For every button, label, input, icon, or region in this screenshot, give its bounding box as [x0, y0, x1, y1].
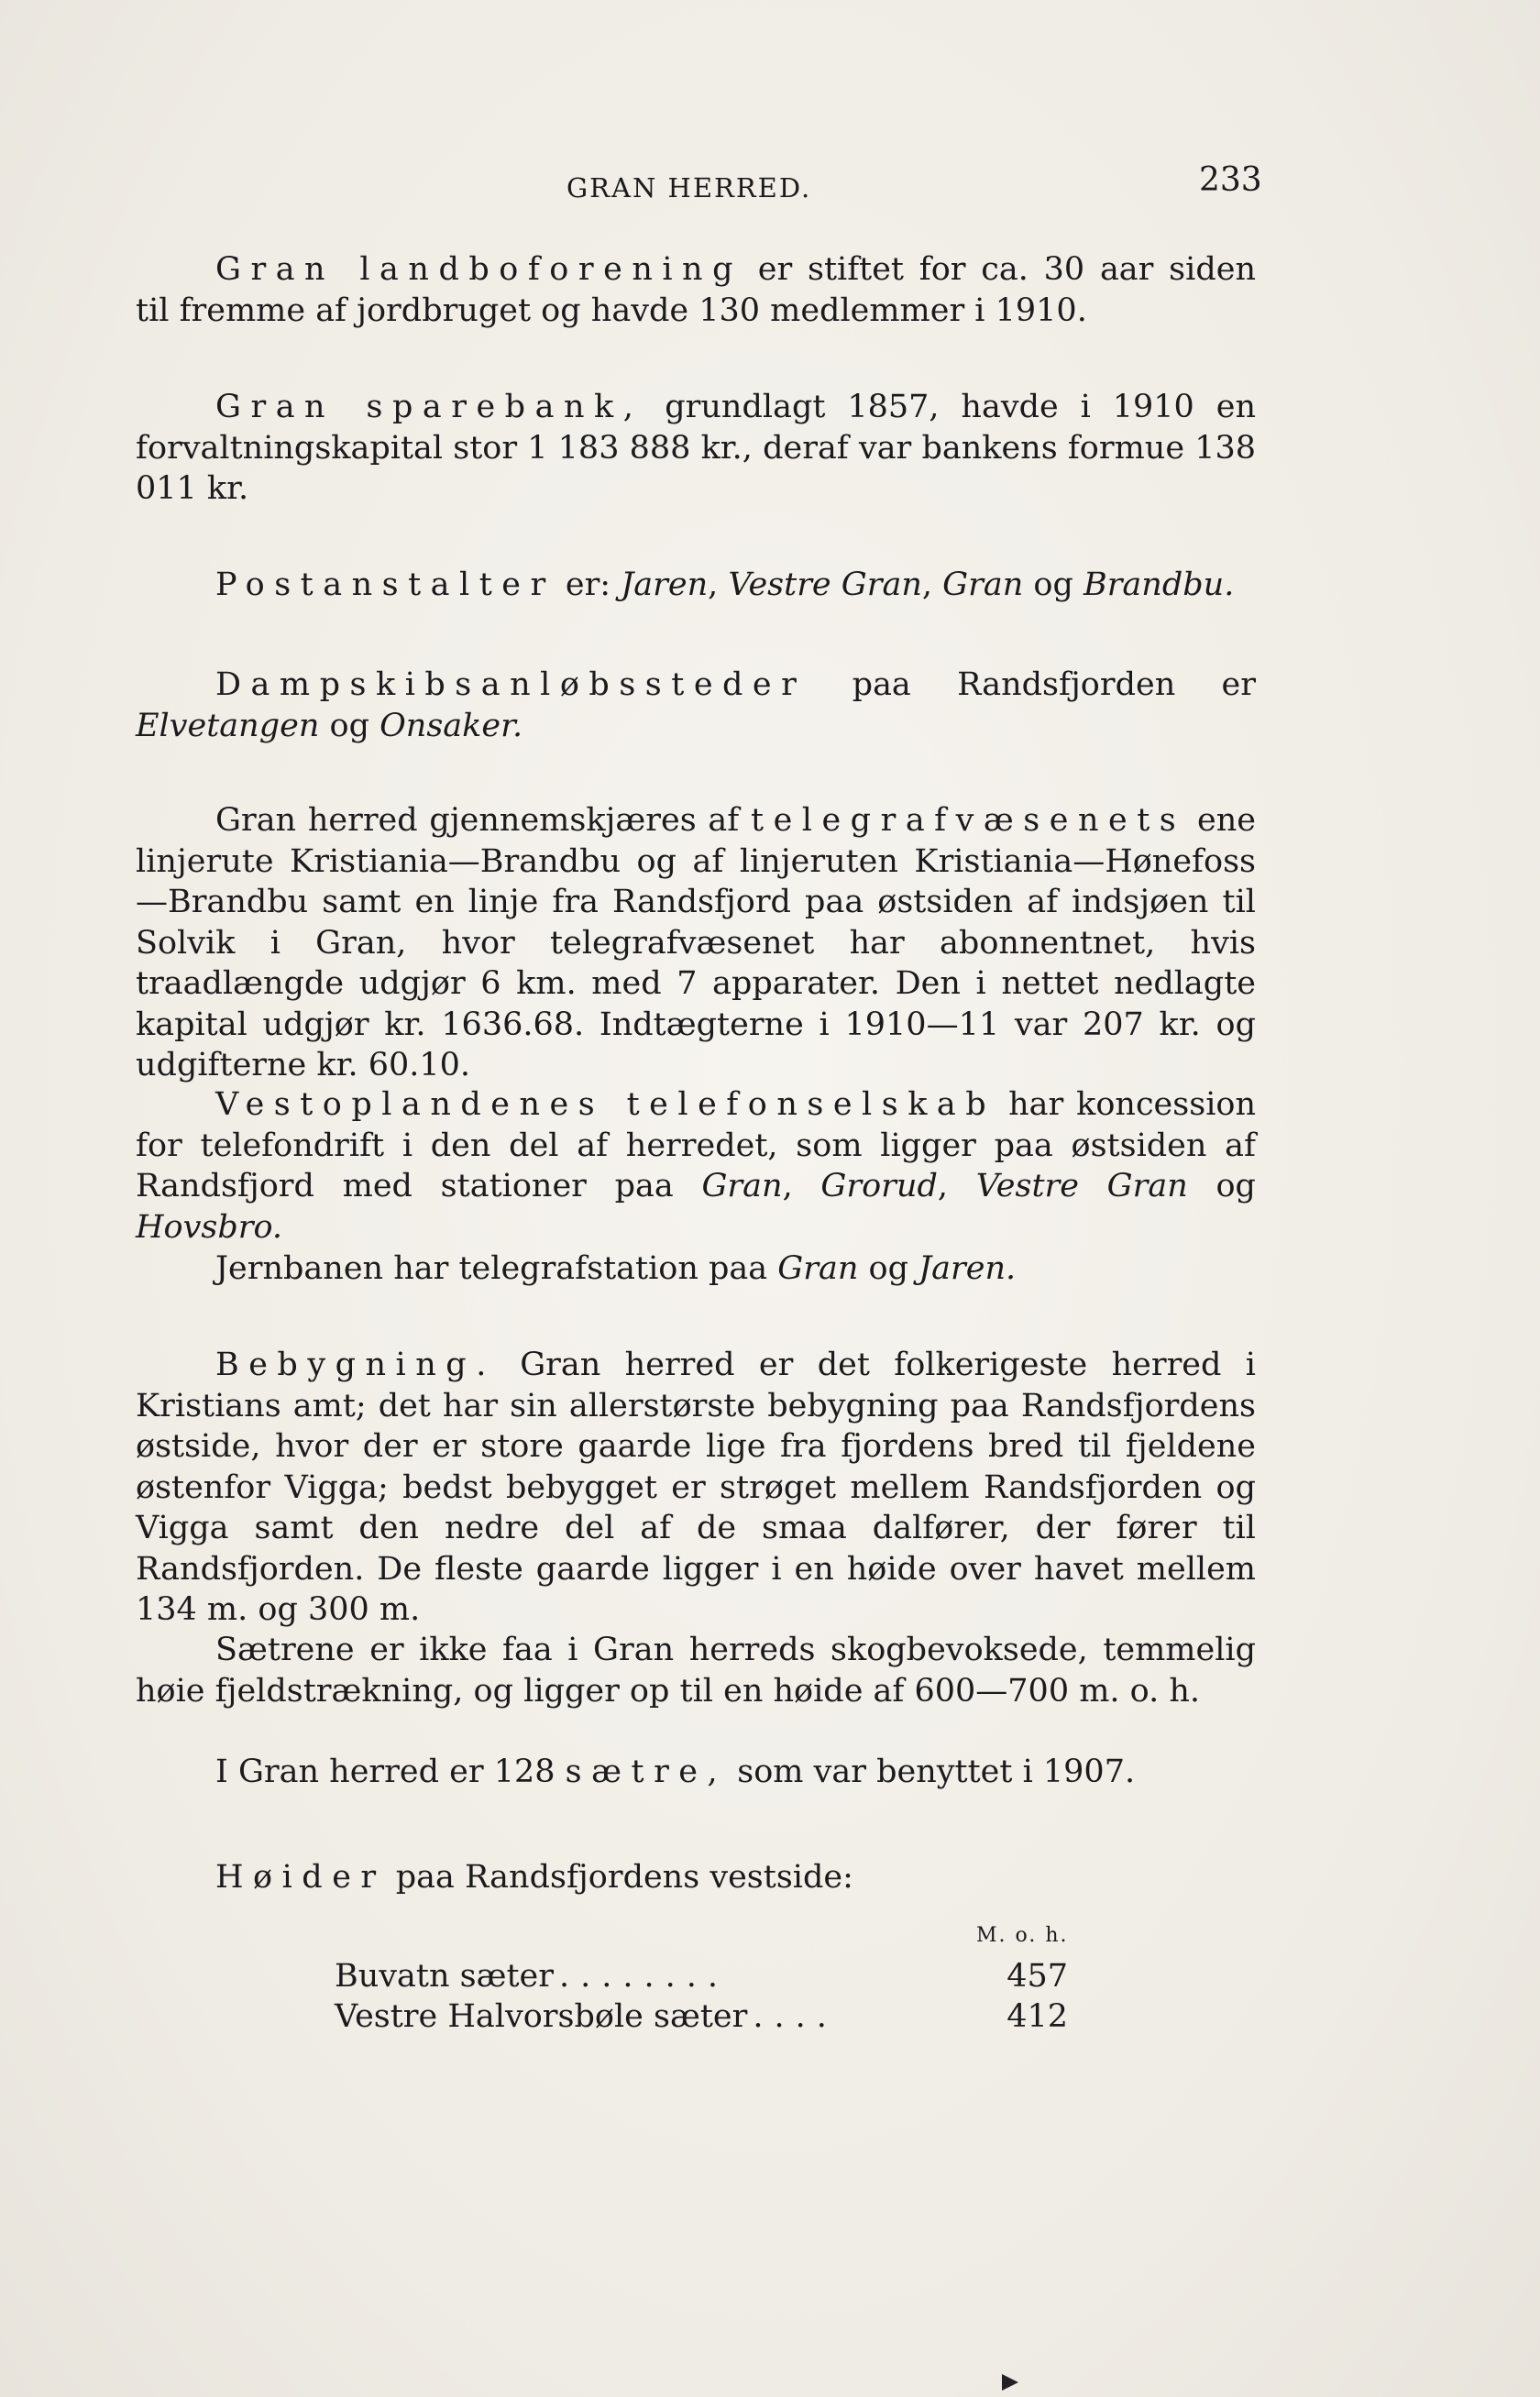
place-name: Grorud — [820, 1168, 938, 1204]
paragraph-telefonselskab: Vestoplandenes telefonselskab har koncession for telefondrift i den del af herredet, som ligger paa østsiden af Randsfjord med stationer paa Gran, Grorud, Vestre Gran og Hovsbro. — [136, 1086, 1256, 1246]
paragraph-jernbanen: Jernbanen har telegrafstation paa Gran og Jaren. — [215, 1250, 1017, 1287]
place-name: Gran — [942, 566, 1024, 603]
paragraph-text: er stiftet for ca. 30 aar siden til fremme af jordbruget og havde 130 medlemmer i 1910. — [136, 251, 1256, 329]
place-name: Vestre Gran — [975, 1168, 1188, 1204]
place-name: Elvetangen — [136, 707, 320, 744]
table-row — [335, 1996, 1068, 2037]
row-value: 412 — [1006, 1998, 1068, 2035]
paragraph-bebygning: Bebygning. Gran herred er det folkerigeste herred i Kristians amt; det har sin allerstørste bebygning paa Randsfjordens østside, hvor der er store gaarde lige fra fjordens bred til fjeldene østenfor Vigga; bedst bebygget er strøget mellem Randsfjorden og Vigga samt den nedre del af de smaa dalfører, der fører til Randsfjorden. De fleste gaarde ligger i en høide over havet mellem 134 m. og 300 m. — [136, 1347, 1256, 1628]
spaced-term: Bebygning. — [215, 1347, 496, 1383]
spaced-term: Dampskibsanløbssteder — [215, 666, 807, 703]
printer-mark-icon — [1002, 2374, 1018, 2391]
place-name: Vestre Gran — [728, 566, 922, 603]
row-leader: ........ — [559, 1958, 730, 1995]
table-column-header: M. o. h. — [976, 1924, 1069, 1947]
spaced-term: sætre, — [565, 1754, 728, 1790]
spaced-term: Høider — [215, 1859, 386, 1896]
paragraph-postanstalter: Postanstalter er: Jaren, Vestre Gran, Gran og Brandbu. — [215, 566, 1235, 603]
row-value: 457 — [1006, 1958, 1068, 1995]
page-number: 233 — [1199, 161, 1262, 199]
heights-table — [335, 1956, 1068, 2037]
place-name: Jaren. — [918, 1250, 1017, 1287]
paragraph-landboforening — [136, 249, 1256, 331]
spaced-term: telegrafvæsenets — [751, 802, 1186, 839]
spaced-term: Postanstalter — [215, 566, 556, 603]
paragraph-sparebank — [136, 387, 1256, 510]
paragraph-saetre-count: I Gran herred er 128 sætre, som var benyttet i 1907. — [215, 1754, 1136, 1790]
paragraph-text: grundlagt 1857, havde i 1910 en forvaltningskapital stor 1 183 888 kr., deraf var bankens formue 138 011 kr. — [136, 389, 1256, 507]
place-name: Jaren — [621, 566, 709, 603]
row-leader: .... — [753, 1998, 838, 2035]
row-label: Buvatn sæter — [335, 1958, 555, 1995]
place-name: Gran — [701, 1168, 783, 1204]
place-name: Gran — [777, 1250, 859, 1287]
paragraph-telegraf: Gran herred gjennemskjæres af telegrafvæsenets ene linjerute Kristiania—Brandbu og af linjeruten Kristiania—Hønefoss —Brandbu samt en linje fra Randsfjord paa østsiden af indsjøen til Solvik i Gran, hvor telegrafvæsenet har abonnentnet, hvis traadlængde udgjør 6 km. med 7 apparater. Den i nettet nedlagte kapital udgjør kr. 1636.68. Indtægterne i 1910—11 var 207 kr. og udgifterne kr. 60.10. — [136, 802, 1256, 1083]
spaced-term: Gran landboforening — [215, 251, 742, 288]
place-name: Onsaker. — [380, 707, 523, 744]
table-row — [335, 1956, 1068, 1996]
row-label: Vestre Halvorsbøle sæter — [335, 1998, 748, 2035]
place-name: Hovsbro. — [136, 1208, 283, 1246]
place-name: Brandbu. — [1083, 566, 1235, 603]
paragraph-hoider: Høider paa Randsfjordens vestside: — [215, 1859, 853, 1896]
spaced-term: Gran sparebank, — [215, 389, 644, 425]
spaced-term: Vestoplandenes telefonselskab — [215, 1086, 996, 1123]
paragraph-saetrene: Sætrene er ikke faa i Gran herreds skogbevoksede, temmelig høie fjeldstrækning, og ligger op til en høide af 600—700 m. o. h. — [136, 1632, 1256, 1710]
paragraph-dampskibsanlob: Dampskibsanløbssteder paa Randsfjorden er Elvetangen og Onsaker. — [136, 666, 1256, 744]
running-head: GRAN HERRED. — [566, 172, 812, 203]
